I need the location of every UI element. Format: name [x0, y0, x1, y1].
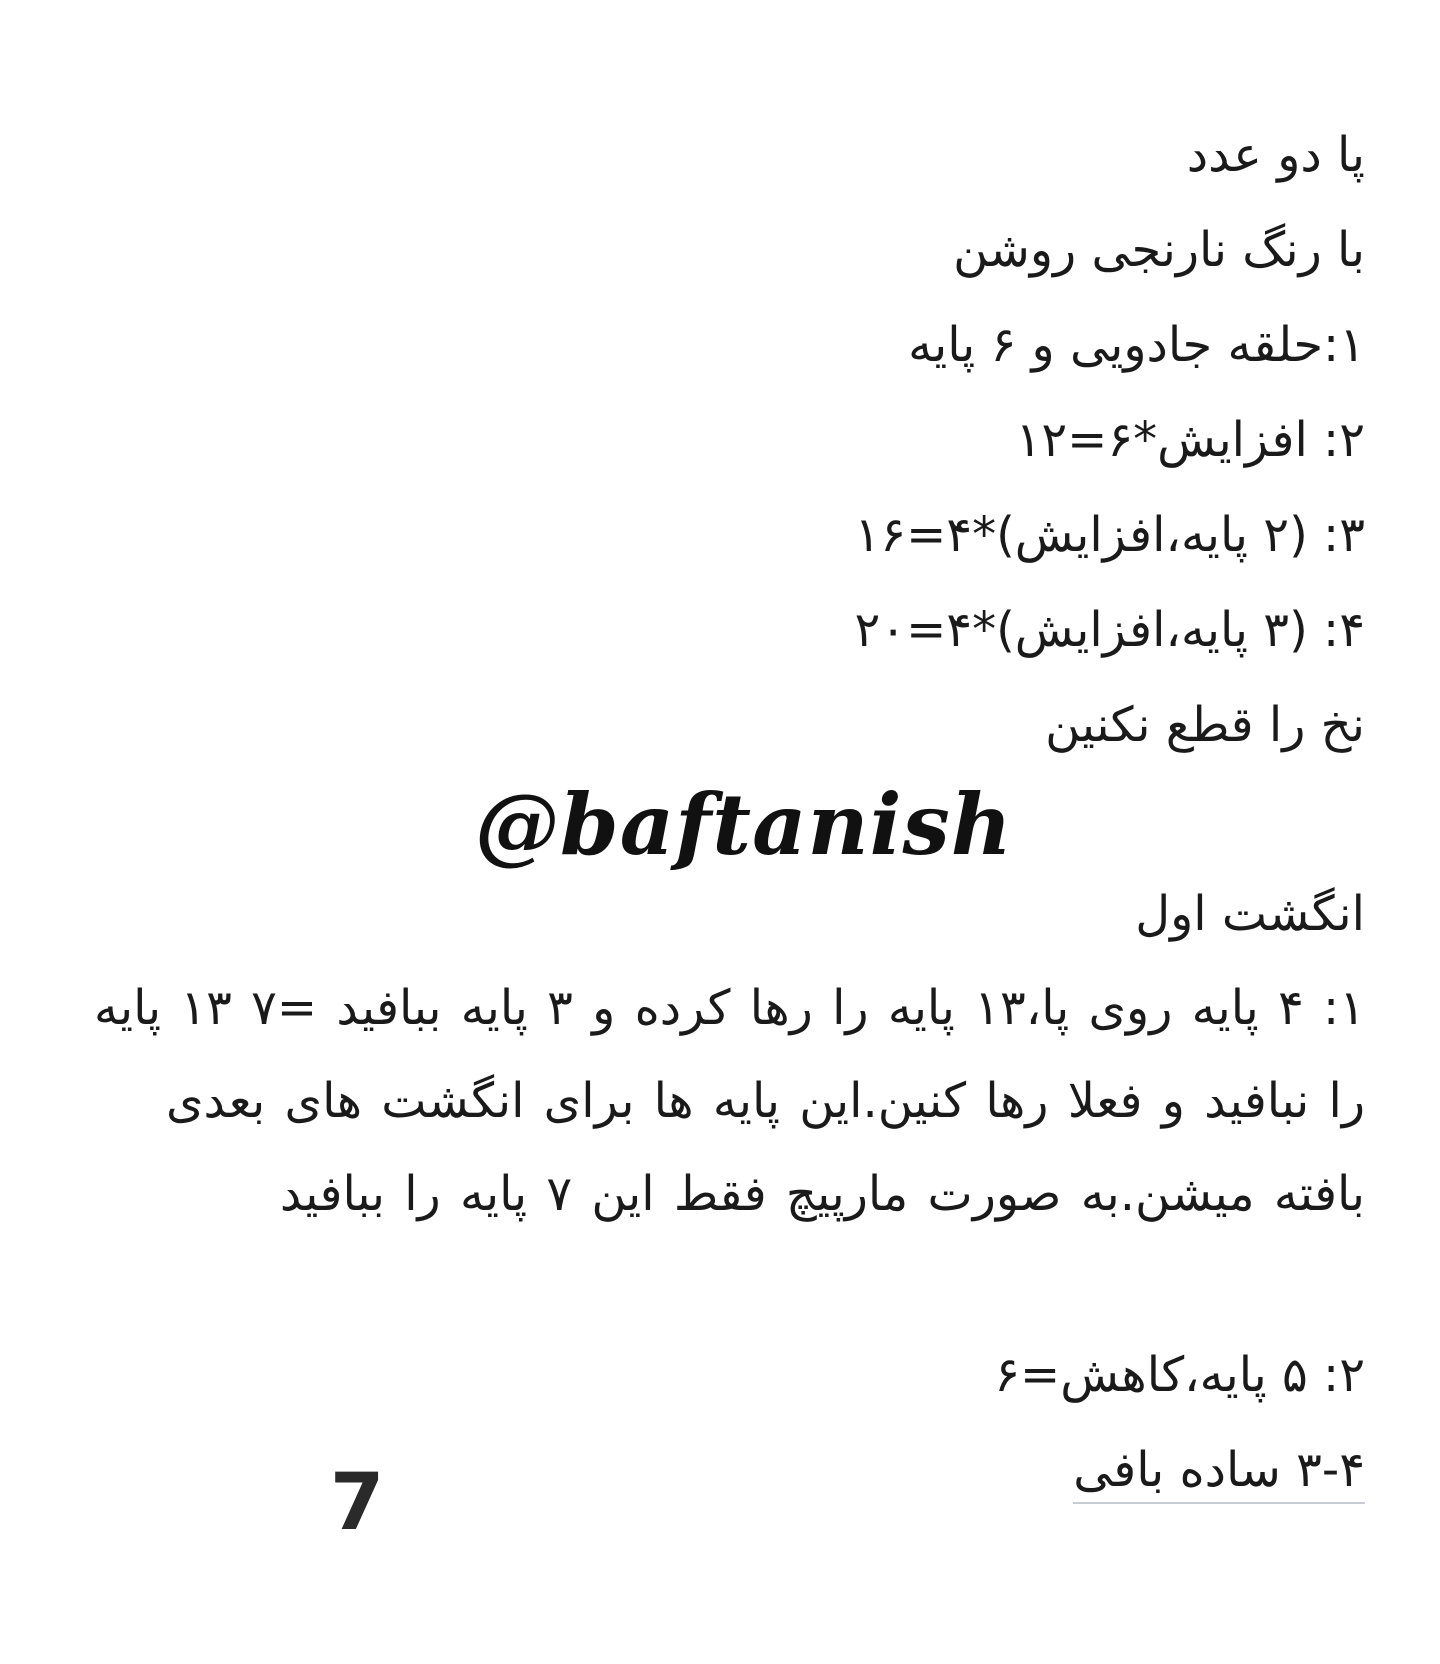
legs-heading: پا دو عدد — [1186, 127, 1365, 183]
page-number: 7 — [330, 1458, 385, 1548]
finger-rows-continued — [994, 1328, 1365, 1518]
finger-row-1-paragraph — [75, 962, 1365, 1241]
finger-row-3: ۳-۴ ساده بافی — [1073, 1442, 1365, 1504]
legs-row-2: ۲: افزایش*۶=۱۲ — [1015, 412, 1365, 468]
finger-row-3-wrap — [994, 1423, 1365, 1518]
legs-note: نخ را قطع نکنین — [1045, 697, 1365, 753]
watermark-handle: @baftanish — [475, 775, 1013, 874]
legs-instructions — [855, 108, 1366, 773]
legs-row-3: ۳: (۲ پایه،افزایش)*۴=۱۶ — [854, 507, 1365, 563]
legs-row-4: ۴: (۳ پایه،افزایش)*۴=۲۰ — [854, 602, 1365, 658]
legs-row-1: ۱:حلقه جادویی و ۶ پایه — [908, 317, 1365, 373]
finger-row-2: ۲: ۵ پایه،کاهش=۶ — [994, 1347, 1365, 1403]
finger-row-1-text: ۱: ۴ پایه روی پا،۱۳ پایه را رها کرده و ۳ پایه ببافید =۷ ۱۳ پایه را نبافید و فعلا رها کنین.این پایه ها برای انگشت های بعدی بافته میشن.به صورت مارپیچ فقط این ۷ پایه را ببافید — [93, 980, 1365, 1222]
finger-title — [1135, 867, 1365, 962]
legs-color-note: با رنگ نارنجی روشن — [953, 222, 1365, 278]
finger-title-text: انگشت اول — [1135, 886, 1365, 942]
